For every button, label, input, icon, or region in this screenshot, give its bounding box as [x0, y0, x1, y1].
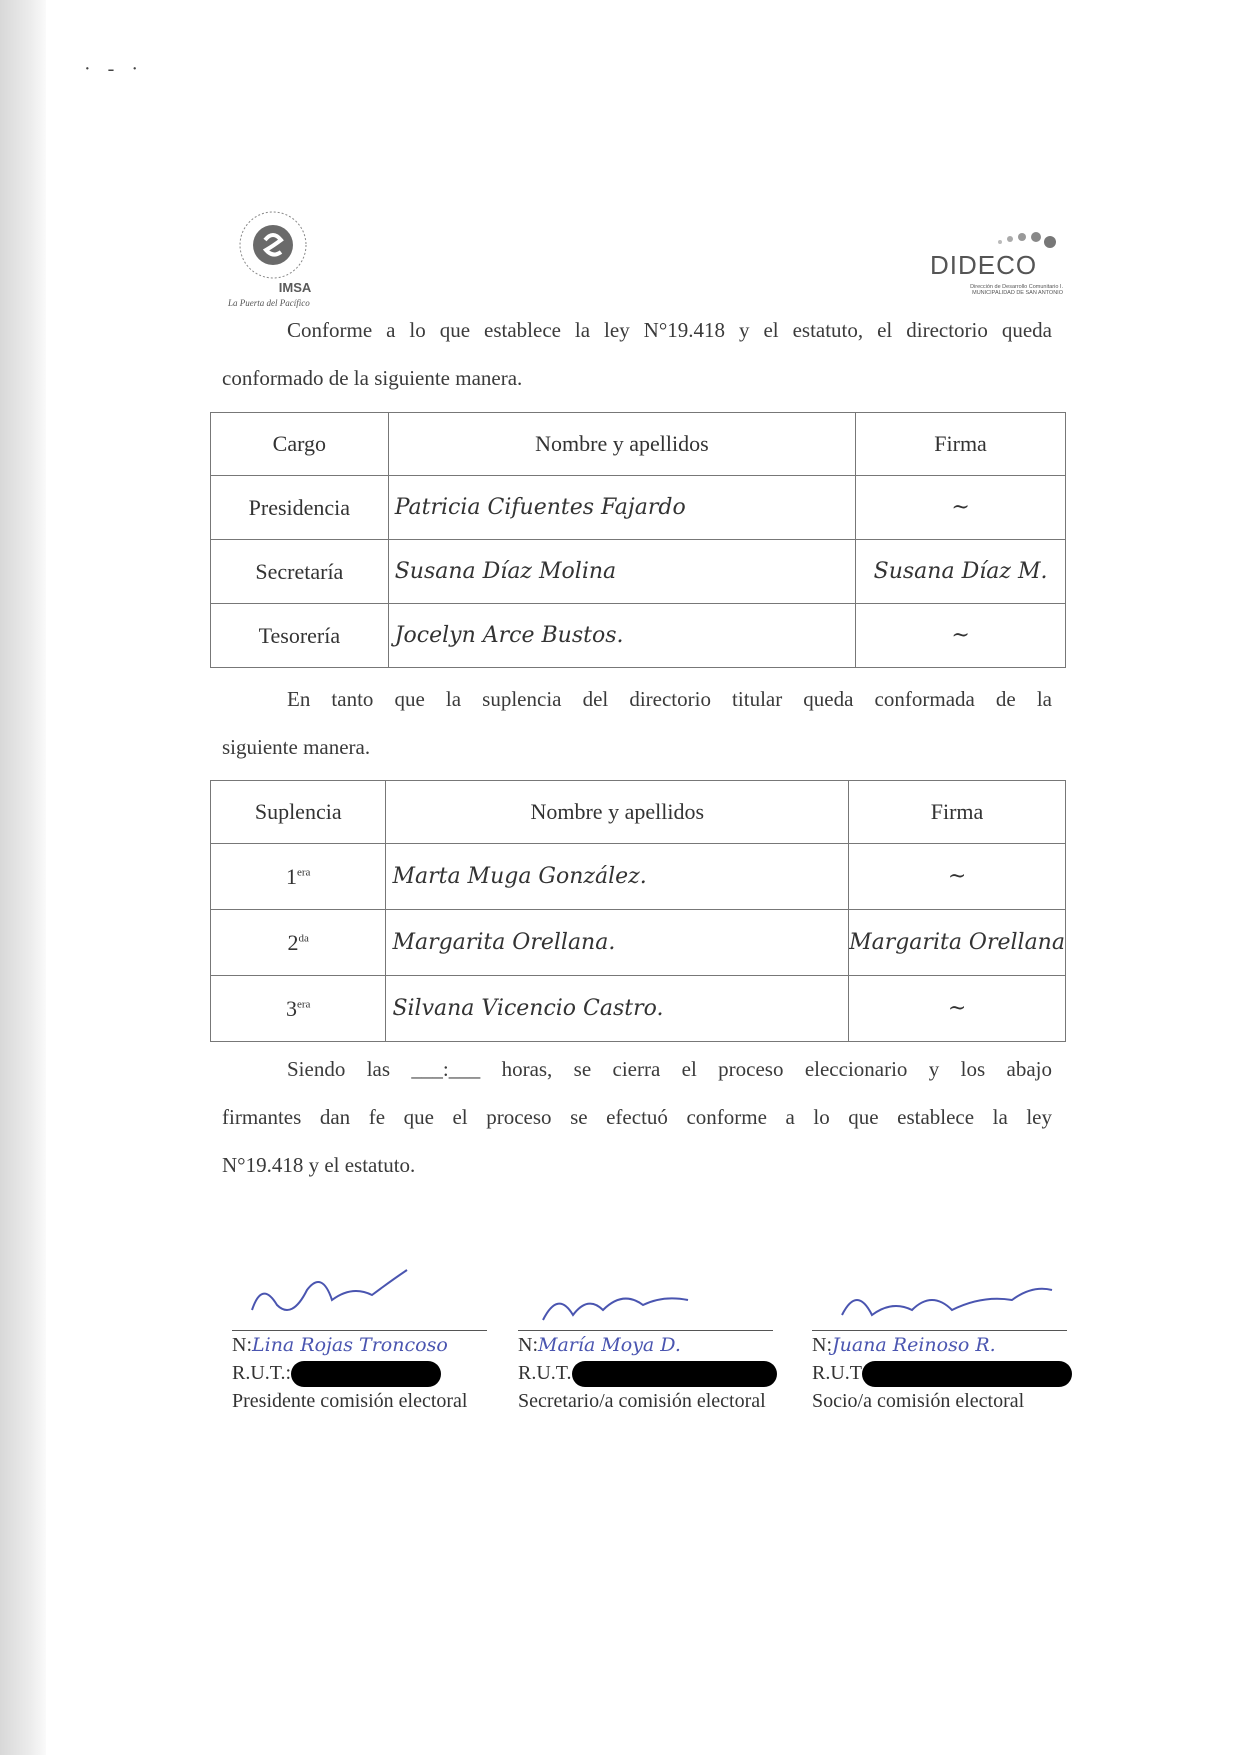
name-row	[232, 1331, 497, 1359]
table-row	[211, 540, 1066, 604]
header-firma: Firma	[856, 413, 1066, 476]
handwritten-name: Patricia Cifuentes Fajardo	[388, 476, 855, 540]
header-firma: Firma	[849, 781, 1066, 844]
cargo-cell: Presidencia	[211, 476, 389, 540]
suplencia-number	[211, 976, 386, 1042]
table-row	[211, 976, 1066, 1042]
table-row	[211, 476, 1066, 540]
table-row	[211, 604, 1066, 668]
cargo-cell: Tesorería	[211, 604, 389, 668]
signature: ~	[856, 604, 1066, 668]
signature: ~	[849, 844, 1066, 910]
handwritten-name: Margarita Orellana.	[386, 910, 849, 976]
signature: Margarita Orellana	[849, 910, 1066, 976]
suplencia-table	[210, 780, 1066, 1042]
suplencia-line-1: En tanto que la suplencia del directorio titular queda conformada de la	[287, 687, 1052, 711]
rut-label: R.U.T.	[518, 1362, 572, 1384]
handwritten-name: María Moya D.	[538, 1334, 681, 1356]
directorio-header-row	[211, 413, 1066, 476]
signature-block-secretario	[518, 1260, 783, 1415]
imsa-logo-text: IMSA	[278, 280, 312, 295]
name-row	[812, 1331, 1077, 1359]
closing-line-2: firmantes dan fe que el proceso se efectuó conforme a lo que establece la ley	[222, 1105, 1052, 1129]
handwritten-name: Juana Reinoso R.	[832, 1334, 996, 1356]
signature: ~	[856, 476, 1066, 540]
ordinal-number: 2	[287, 929, 299, 955]
signature-scribble	[518, 1260, 783, 1330]
signature-icon	[812, 1260, 1062, 1330]
redaction-bar	[862, 1361, 1072, 1387]
name-label: N:	[518, 1334, 538, 1356]
closing-line-3: N°19.418 y el estatuto.	[222, 1153, 416, 1177]
rut-label: R.U.T	[812, 1362, 862, 1384]
handwritten-name: Jocelyn Arce Bustos.	[388, 604, 855, 668]
signature-icon	[518, 1260, 718, 1330]
handwritten-name: Silvana Vicencio Castro.	[386, 976, 849, 1042]
ordinal-suffix: era	[297, 866, 311, 879]
signature-icon	[232, 1260, 432, 1330]
scan-edge	[0, 0, 46, 1755]
ordinal-number: 3	[286, 995, 297, 1021]
imsa-motto: La Puerta del Pacífico	[228, 298, 310, 308]
signature-scribble	[812, 1260, 1077, 1330]
imsa-emblem-icon	[238, 210, 308, 280]
rut-row	[232, 1359, 497, 1387]
signature: Susana Díaz M.	[856, 540, 1066, 604]
imsa-logo	[220, 210, 330, 310]
header-cargo: Cargo	[211, 413, 389, 476]
header-nombre: Nombre y apellidos	[386, 781, 849, 844]
intro-line-1: Conforme a lo que establece la ley N°19.418 y el estatuto, el directorio queda	[287, 318, 1052, 342]
rut-row	[518, 1359, 783, 1387]
suplencia-paragraph	[222, 675, 1052, 771]
cargo-cell: Secretaría	[211, 540, 389, 604]
suplencia-line-2: siguiente manera.	[222, 735, 371, 759]
closing-paragraph	[222, 1045, 1052, 1189]
role-label: Presidente comisión electoral	[232, 1390, 468, 1413]
signature: ~	[849, 976, 1066, 1042]
signature-scribble	[232, 1260, 497, 1330]
header-suplencia: Suplencia	[211, 781, 386, 844]
suplencia-number	[211, 910, 386, 976]
ordinal-number: 1	[286, 863, 297, 889]
name-row	[518, 1331, 783, 1359]
handwritten-name: Marta Muga González.	[386, 844, 849, 910]
role-label: Secretario/a comisión electoral	[518, 1390, 766, 1413]
directorio-table	[210, 412, 1066, 668]
signature-block-presidente	[232, 1260, 497, 1415]
dideco-logo	[930, 228, 1063, 303]
intro-paragraph	[222, 306, 1052, 402]
closing-line-1: Siendo las ___:___ horas, se cierra el proceso eleccionario y los abajo	[287, 1057, 1052, 1081]
suplencia-number	[211, 844, 386, 910]
handwritten-name: Lina Rojas Troncoso	[252, 1334, 448, 1356]
dideco-subtitle: Dirección de Desarrollo Comunitario I. MUNICIPALIDAD DE SAN ANTONIO	[970, 284, 1063, 296]
ordinal-suffix: da	[298, 932, 309, 945]
role-label: Socio/a comisión electoral	[812, 1390, 1025, 1413]
ordinal-suffix: era	[297, 998, 311, 1011]
signature-block-socio	[812, 1260, 1077, 1415]
redaction-bar	[291, 1361, 441, 1387]
name-label: N:	[812, 1334, 832, 1356]
name-label: N:	[232, 1334, 252, 1356]
rut-label: R.U.T.:	[232, 1362, 292, 1384]
dideco-logo-text: DIDECO	[930, 250, 1038, 280]
handwritten-name: Susana Díaz Molina	[388, 540, 855, 604]
intro-line-2: conformado de la siguiente manera.	[222, 366, 523, 390]
dideco-dots-icon	[990, 228, 1060, 250]
redaction-bar	[572, 1361, 777, 1387]
header-nombre: Nombre y apellidos	[388, 413, 855, 476]
rut-row	[812, 1359, 1077, 1387]
table-row	[211, 844, 1066, 910]
scan-artifact: · - ·	[84, 58, 144, 80]
suplencia-header-row	[211, 781, 1066, 844]
table-row	[211, 910, 1066, 976]
